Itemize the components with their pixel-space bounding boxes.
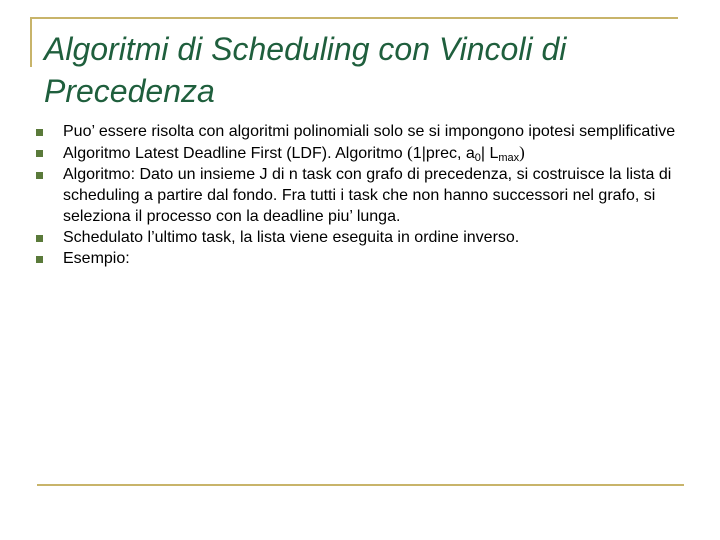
formula-part-2: | L bbox=[480, 145, 499, 162]
bullet-square-icon bbox=[36, 129, 43, 136]
formula-subscript-0: 0 bbox=[474, 152, 481, 164]
bullet-item bbox=[36, 164, 696, 227]
bullet-item bbox=[36, 248, 696, 269]
bullet-text: Esempio: bbox=[63, 250, 130, 267]
formula-part-1: 1|prec, a bbox=[412, 145, 475, 162]
frame-bottom-rule bbox=[37, 484, 684, 486]
slide-title bbox=[44, 28, 694, 112]
frame-top-rule bbox=[30, 17, 678, 19]
bullet-item bbox=[36, 121, 696, 142]
bullet-item bbox=[36, 142, 696, 164]
formula-subscript-max: max bbox=[498, 152, 520, 164]
formula-paren-close: ) bbox=[519, 143, 525, 162]
bullet-item bbox=[36, 227, 696, 248]
bullet-text: Puo’ essere risolta con algoritmi polinomiali solo se si impongono ipotesi semplificative bbox=[63, 123, 676, 140]
bullet-list bbox=[36, 121, 696, 269]
bullet-text-prefix: Algoritmo Latest Deadline First (LDF). Algoritmo bbox=[63, 145, 408, 162]
bullet-text: Algoritmo: Dato un insieme J di n task con grafo di precedenza, si costruisce la lista di scheduling a partire dal fondo. Fra tutti i task che non hanno successori nel grafo, si seleziona il processo con la deadline piu’ lunga. bbox=[63, 166, 672, 225]
bullet-square-icon bbox=[36, 256, 43, 263]
frame-left-rule bbox=[30, 17, 32, 67]
formula-paren-open: ( bbox=[407, 143, 413, 162]
bullet-square-icon bbox=[36, 172, 43, 179]
title-line-1: Algoritmi di Scheduling con Vincoli di bbox=[44, 31, 567, 67]
bullet-square-icon bbox=[36, 235, 43, 242]
bullet-square-icon bbox=[36, 150, 43, 157]
bullet-text: Schedulato l’ultimo task, la lista viene eseguita in ordine inverso. bbox=[63, 229, 520, 246]
title-line-2: Precedenza bbox=[44, 73, 215, 109]
